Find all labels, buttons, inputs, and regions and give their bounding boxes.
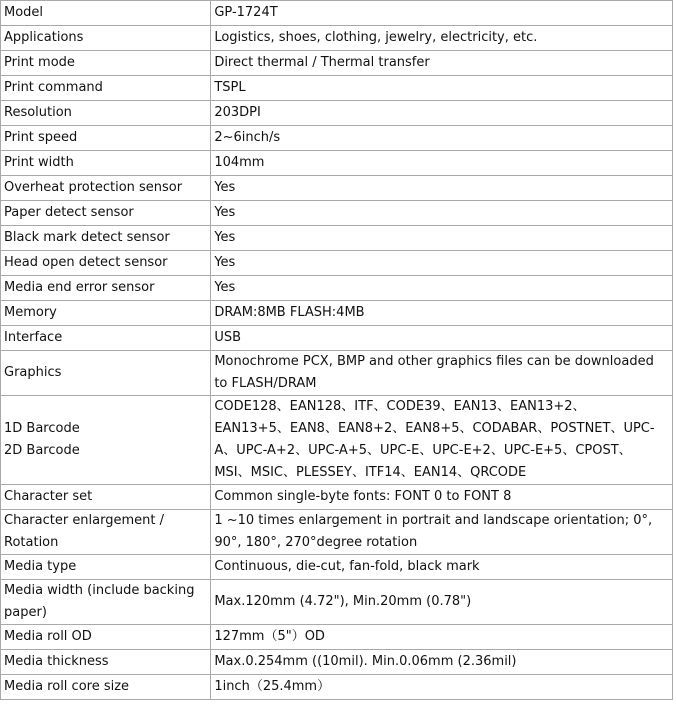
row-value: 1inch（25.4mm） <box>211 675 673 700</box>
table-row <box>1 1 673 26</box>
label-line: 1D Barcode <box>4 421 80 436</box>
row-label: Resolution <box>1 101 211 126</box>
row-value: Yes <box>211 201 673 226</box>
table-row <box>1 201 673 226</box>
row-value <box>211 510 673 555</box>
row-label: Overheat protection sensor <box>1 176 211 201</box>
row-value: Yes <box>211 276 673 301</box>
row-label: Media roll core size <box>1 675 211 700</box>
row-label: Print speed <box>1 126 211 151</box>
table-row <box>1 396 673 485</box>
row-label: Character set <box>1 485 211 510</box>
table-row <box>1 485 673 510</box>
table-row <box>1 176 673 201</box>
row-value: USB <box>211 326 673 351</box>
table-row <box>1 101 673 126</box>
row-label: Media end error sensor <box>1 276 211 301</box>
row-value: Max.120mm (4.72"), Min.20mm (0.78") <box>211 580 673 625</box>
value-line: CODE128、EAN128、ITF、CODE39、EAN13、EAN13+2、 <box>214 399 586 414</box>
row-value: Yes <box>211 251 673 276</box>
value-line: 1 ~10 times enlargement in portrait and landscape orientation; 0°, <box>214 513 653 528</box>
row-value: 104mm <box>211 151 673 176</box>
row-value: 203DPI <box>211 101 673 126</box>
row-label: Graphics <box>1 351 211 396</box>
row-value: Yes <box>211 176 673 201</box>
row-value: 127mm（5"）OD <box>211 625 673 650</box>
row-value <box>211 396 673 485</box>
row-label <box>1 396 211 485</box>
row-label: Paper detect sensor <box>1 201 211 226</box>
row-value: Yes <box>211 226 673 251</box>
table-row <box>1 675 673 700</box>
row-label: Media roll OD <box>1 625 211 650</box>
table-row <box>1 26 673 51</box>
row-label: Print width <box>1 151 211 176</box>
table-row <box>1 76 673 101</box>
value-line: 90°, 180°, 270°degree rotation <box>214 535 418 550</box>
label-line: 2D Barcode <box>4 443 80 458</box>
row-value: Direct thermal / Thermal transfer <box>211 51 673 76</box>
table-row <box>1 226 673 251</box>
row-label: Media type <box>1 555 211 580</box>
table-row <box>1 301 673 326</box>
row-label <box>1 510 211 555</box>
label-line: paper) <box>4 605 47 620</box>
row-label: Interface <box>1 326 211 351</box>
row-value: Common single-byte fonts: FONT 0 to FONT 8 <box>211 485 673 510</box>
row-label: Applications <box>1 26 211 51</box>
value-line: Monochrome PCX, BMP and other graphics files can be downloaded <box>214 354 654 369</box>
label-line: Rotation <box>4 535 59 550</box>
row-value <box>211 351 673 396</box>
row-label: Memory <box>1 301 211 326</box>
row-label <box>1 580 211 625</box>
row-label: Model <box>1 1 211 26</box>
table-row <box>1 326 673 351</box>
value-line: A、UPC-A+2、UPC-A+5、UPC-E、UPC-E+2、UPC-E+5、CPOST、 <box>214 443 632 458</box>
table-row <box>1 126 673 151</box>
label-line: Character enlargement / <box>4 513 165 528</box>
row-label: Head open detect sensor <box>1 251 211 276</box>
row-value: DRAM:8MB FLASH:4MB <box>211 301 673 326</box>
table-row <box>1 151 673 176</box>
row-value: GP-1724T <box>211 1 673 26</box>
row-value: Continuous, die-cut, fan-fold, black mark <box>211 555 673 580</box>
value-line: to FLASH/DRAM <box>214 376 317 391</box>
label-line: Media width (include backing <box>4 583 195 598</box>
value-line: MSI、MSIC、PLESSEY、ITF14、EAN14、QRCODE <box>214 465 527 480</box>
table-row <box>1 351 673 396</box>
row-value: Max.0.254mm ((10mil). Min.0.06mm (2.36mil) <box>211 650 673 675</box>
row-value: Logistics, shoes, clothing, jewelry, electricity, etc. <box>211 26 673 51</box>
row-label: Media thickness <box>1 650 211 675</box>
table-row <box>1 650 673 675</box>
row-label: Print mode <box>1 51 211 76</box>
table-row <box>1 276 673 301</box>
table-row <box>1 51 673 76</box>
table-row <box>1 251 673 276</box>
row-label: Print command <box>1 76 211 101</box>
value-line: EAN13+5、EAN8、EAN8+2、EAN8+5、CODABAR、POSTNET、UPC- <box>214 421 655 436</box>
row-value: TSPL <box>211 76 673 101</box>
row-value: 2~6inch/s <box>211 126 673 151</box>
table-row <box>1 625 673 650</box>
table-row <box>1 580 673 625</box>
row-label: Black mark detect sensor <box>1 226 211 251</box>
table-row <box>1 555 673 580</box>
table-row <box>1 510 673 555</box>
